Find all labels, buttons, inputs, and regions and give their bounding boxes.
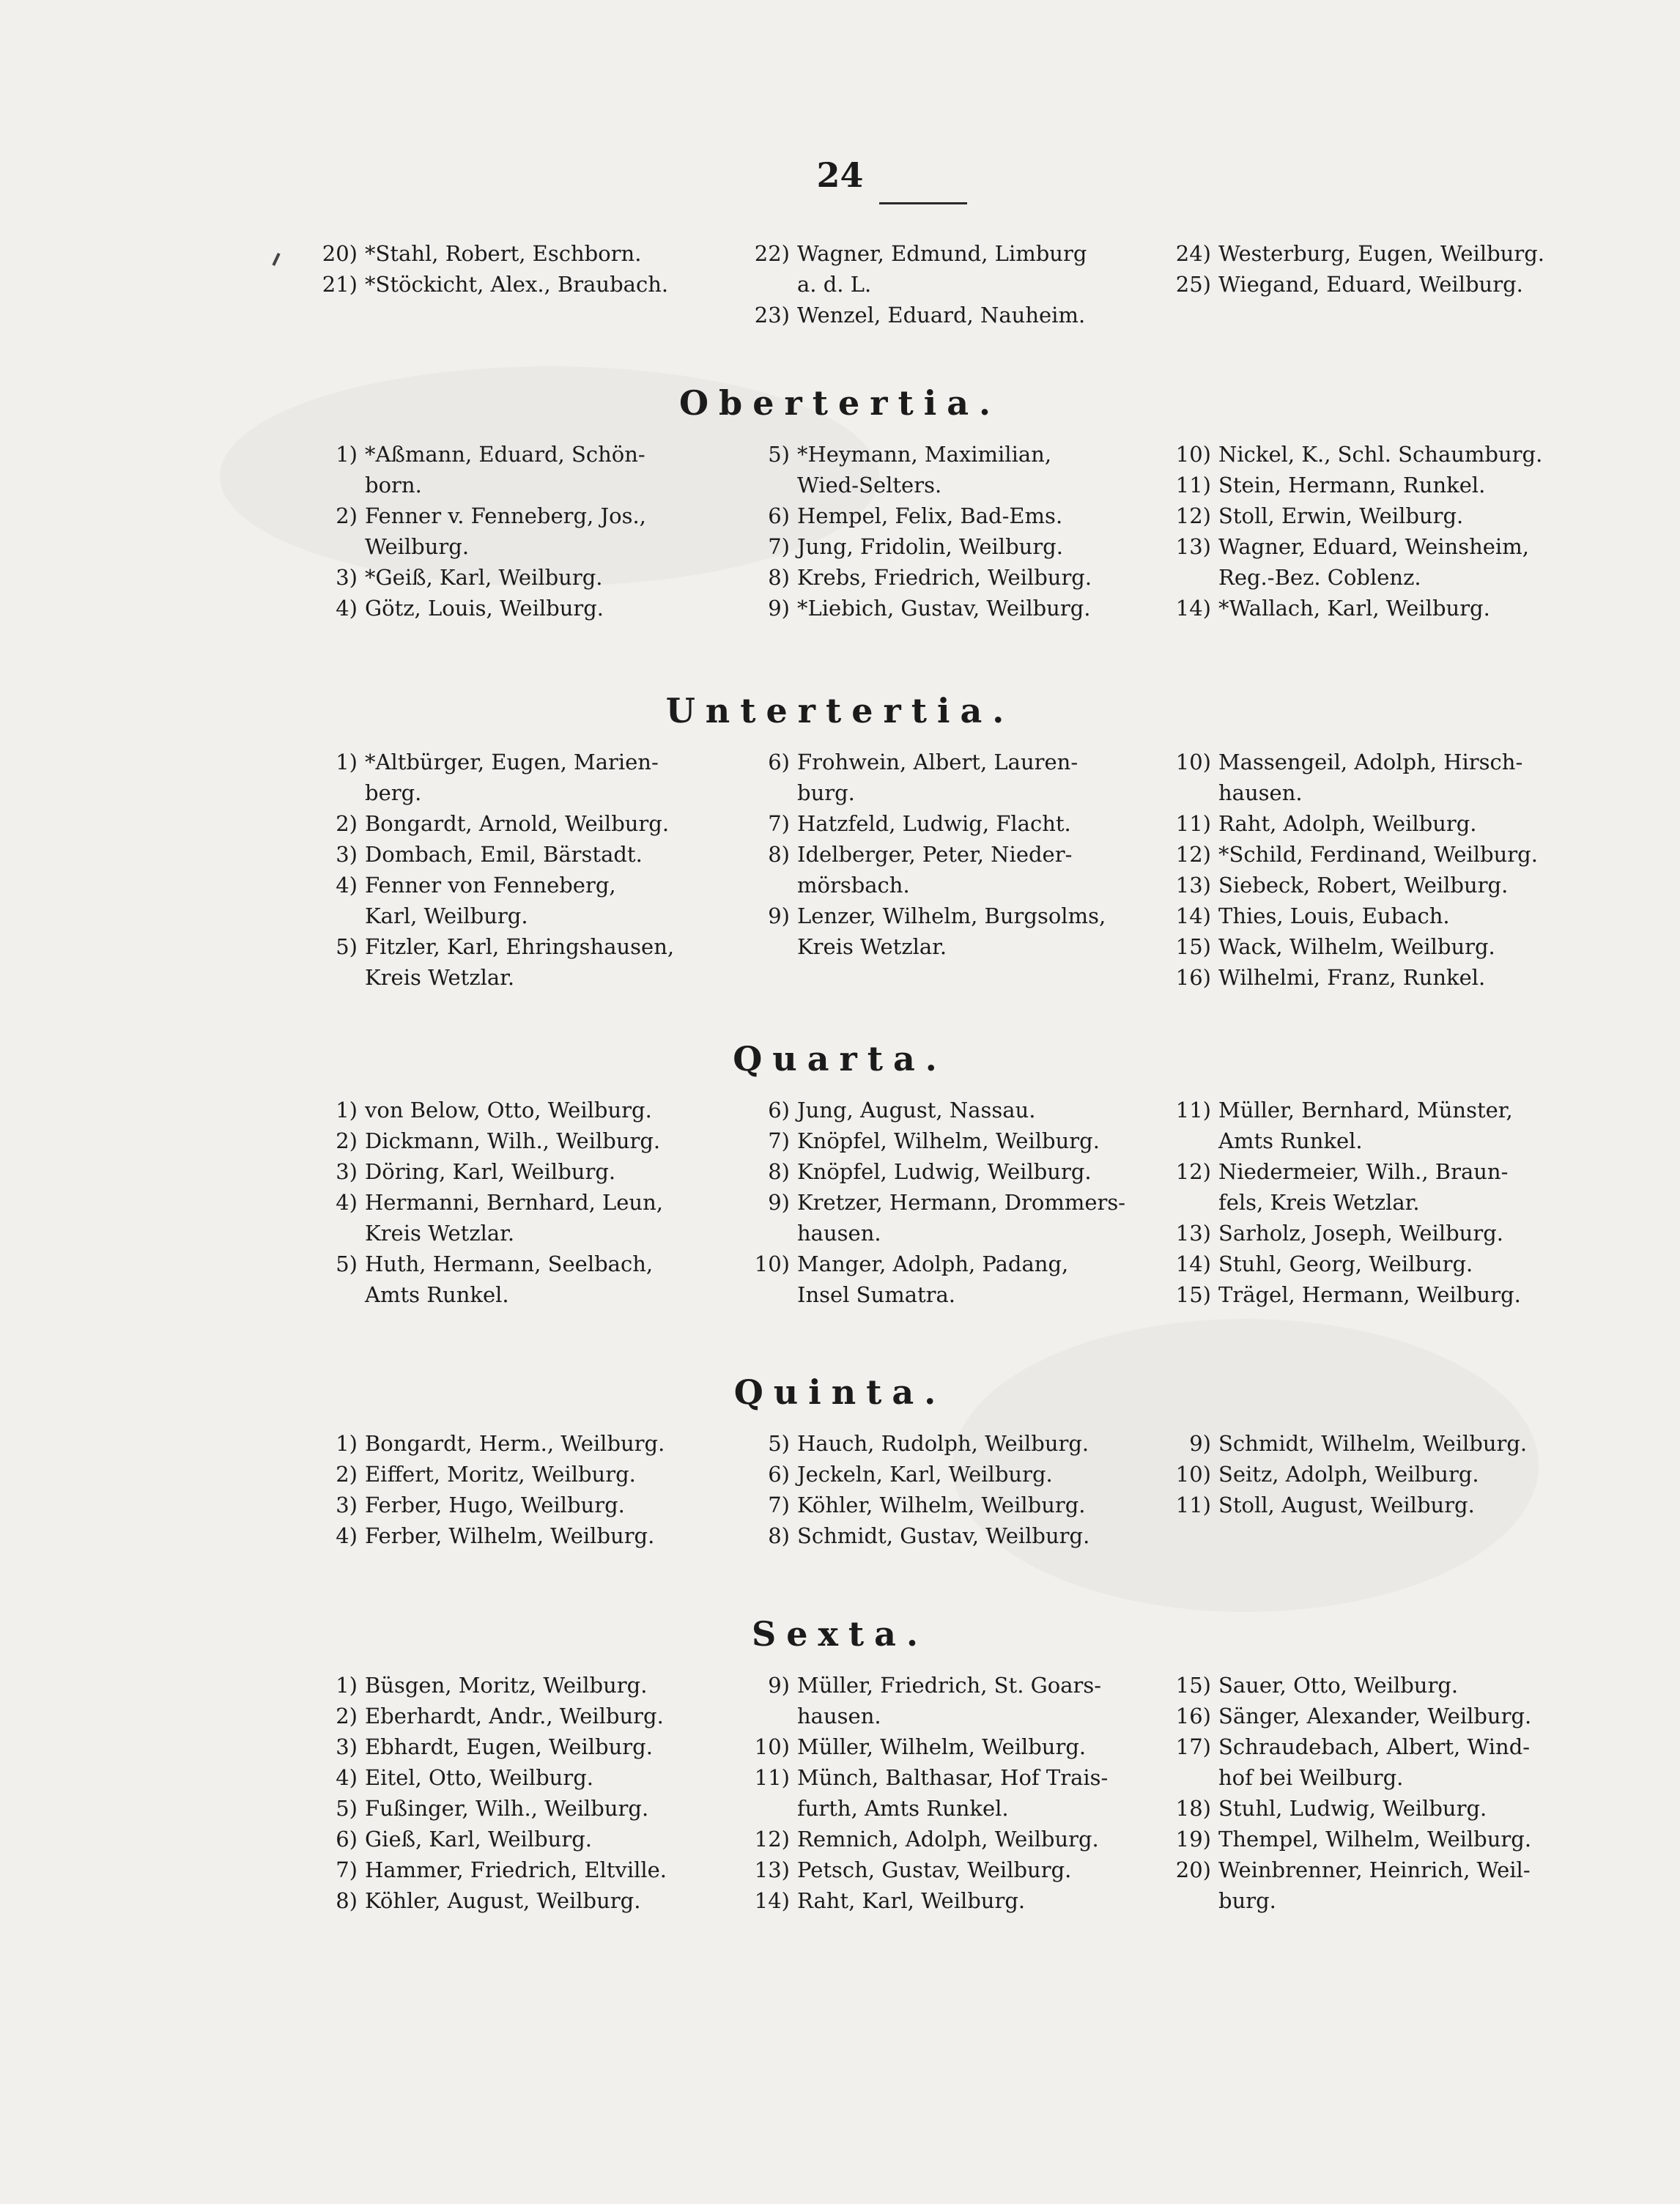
entry-continuation: burg. xyxy=(797,780,855,805)
entry-text: Jeckeln, Karl, Weilburg. xyxy=(797,1462,1053,1487)
list-item xyxy=(315,1824,725,1854)
entry-number: 6) xyxy=(336,1827,358,1852)
entry-number: 14) xyxy=(1175,1251,1211,1276)
entry-number: 7) xyxy=(768,534,790,559)
entry-continuation: hausen. xyxy=(1218,780,1303,805)
entry-text: *Stahl, Robert, Eschborn. xyxy=(365,241,642,266)
list-item xyxy=(1169,500,1579,531)
list-item xyxy=(1169,238,1579,269)
entry-text: Sänger, Alexander, Weilburg. xyxy=(1218,1704,1532,1728)
entry-text: Stein, Hermann, Runkel. xyxy=(1218,473,1486,498)
list-item xyxy=(315,1187,725,1249)
list-item xyxy=(747,1428,1158,1459)
entry-continuation: born. xyxy=(365,473,422,498)
entry-number: 3) xyxy=(336,842,358,867)
entry-text: Stoll, August, Weilburg. xyxy=(1218,1493,1475,1517)
entry-continuation: berg. xyxy=(365,780,422,805)
entry-number: 12) xyxy=(1175,1159,1211,1184)
entry-text: Raht, Adolph, Weilburg. xyxy=(1218,811,1477,836)
entry-text: Westerburg, Eugen, Weilburg. xyxy=(1218,241,1544,266)
entry-number: 3) xyxy=(336,1734,358,1759)
entry-number: 3) xyxy=(336,1159,358,1184)
entry-text: Petsch, Gustav, Weilburg. xyxy=(797,1857,1072,1882)
section-col-2 xyxy=(747,1428,1158,1551)
entry-text: Sarholz, Joseph, Weilburg. xyxy=(1218,1221,1503,1246)
entry-text: Remnich, Adolph, Weilburg. xyxy=(797,1827,1099,1852)
entry-number: 2) xyxy=(336,1462,358,1487)
list-item xyxy=(1169,808,1579,839)
entry-text: *Schild, Ferdinand, Weilburg. xyxy=(1218,842,1538,867)
entry-text: *Liebich, Gustav, Weilburg. xyxy=(797,596,1091,621)
entry-text: Bongardt, Arnold, Weilburg. xyxy=(365,811,670,836)
list-item xyxy=(315,870,725,931)
entry-number: 7) xyxy=(336,1857,358,1882)
list-item xyxy=(315,1156,725,1187)
entry-continuation: a. d. L. xyxy=(797,272,872,297)
entry-text: Fitzler, Karl, Ehringshausen, xyxy=(365,934,675,959)
list-item xyxy=(315,931,725,993)
list-item xyxy=(1169,1731,1579,1793)
entry-text: Wagner, Edmund, Limburg xyxy=(797,241,1087,266)
entry-number: 11) xyxy=(1175,473,1211,498)
continuation-col-3 xyxy=(1169,238,1579,300)
margin-mark xyxy=(272,253,280,266)
entry-number: 10) xyxy=(754,1734,790,1759)
list-item xyxy=(1169,1854,1579,1916)
list-item xyxy=(1169,1701,1579,1731)
list-item xyxy=(315,1520,725,1551)
list-item xyxy=(1169,1156,1579,1218)
list-item xyxy=(747,1095,1158,1125)
entry-text: Ferber, Hugo, Weilburg. xyxy=(365,1493,625,1517)
entry-number: 20) xyxy=(1175,1857,1211,1882)
list-item xyxy=(315,1249,725,1310)
entry-number: 1) xyxy=(336,1673,358,1698)
entry-text: Bongardt, Herm., Weilburg. xyxy=(365,1431,665,1456)
list-item xyxy=(1169,269,1579,300)
entry-number: 14) xyxy=(1175,596,1211,621)
section-col-3 xyxy=(1169,1428,1579,1520)
section-title: Quinta. xyxy=(733,1372,947,1412)
list-item xyxy=(747,593,1158,624)
entry-number: 9) xyxy=(768,1673,790,1698)
entry-number: 7) xyxy=(768,1493,790,1517)
entry-text: Jung, August, Nassau. xyxy=(797,1098,1036,1123)
entry-number: 23) xyxy=(754,303,790,328)
list-item xyxy=(747,747,1158,808)
entry-number: 6) xyxy=(768,503,790,528)
entry-text: Niedermeier, Wilh., Braun- xyxy=(1218,1159,1509,1184)
list-item xyxy=(315,1125,725,1156)
list-item xyxy=(747,808,1158,839)
list-item xyxy=(315,593,725,624)
entry-text: *Altbürger, Eugen, Marien- xyxy=(365,750,659,774)
entry-number: 8) xyxy=(768,1523,790,1548)
list-item xyxy=(747,839,1158,901)
entry-number: 4) xyxy=(336,1765,358,1790)
entry-text: Wenzel, Eduard, Nauheim. xyxy=(797,303,1086,328)
entry-number: 8) xyxy=(768,842,790,867)
entry-number: 7) xyxy=(768,811,790,836)
list-item xyxy=(315,1731,725,1762)
entry-text: Schraudebach, Albert, Wind- xyxy=(1218,1734,1531,1759)
entry-number: 15) xyxy=(1175,934,1211,959)
list-item xyxy=(315,1670,725,1701)
entry-text: Hempel, Felix, Bad-Ems. xyxy=(797,503,1063,528)
entry-text: Kretzer, Hermann, Drommers- xyxy=(797,1190,1126,1215)
section-col-3 xyxy=(1169,1095,1579,1310)
entry-continuation: Insel Sumatra. xyxy=(797,1282,956,1307)
section-col-2 xyxy=(747,439,1158,624)
list-item xyxy=(315,1428,725,1459)
list-item xyxy=(1169,931,1579,962)
entry-text: *Geiß, Karl, Weilburg. xyxy=(365,565,603,590)
entry-text: Götz, Louis, Weilburg. xyxy=(365,596,604,621)
entry-number: 10) xyxy=(754,1251,790,1276)
entry-number: 4) xyxy=(336,1523,358,1548)
entry-number: 12) xyxy=(754,1827,790,1852)
list-item xyxy=(747,300,1158,330)
entry-text: Manger, Adolph, Padang, xyxy=(797,1251,1069,1276)
section-obertertia xyxy=(0,377,1680,621)
entry-text: Wagner, Eduard, Weinsheim, xyxy=(1218,534,1529,559)
entry-text: Hammer, Friedrich, Eltville. xyxy=(365,1857,667,1882)
entry-continuation: Kreis Wetzlar. xyxy=(365,965,515,990)
section-title: Untertertia. xyxy=(665,691,1015,731)
entry-continuation: hof bei Weilburg. xyxy=(1218,1765,1404,1790)
list-item xyxy=(315,1459,725,1490)
entry-number: 1) xyxy=(336,442,358,467)
entry-text: Ebhardt, Eugen, Weilburg. xyxy=(365,1734,653,1759)
entry-text: Knöpfel, Ludwig, Weilburg. xyxy=(797,1159,1092,1184)
entry-text: Schmidt, Gustav, Weilburg. xyxy=(797,1523,1090,1548)
entry-continuation: Reg.-Bez. Coblenz. xyxy=(1218,565,1421,590)
entry-continuation: Weilburg. xyxy=(365,534,470,559)
list-item xyxy=(315,1490,725,1520)
entry-text: Stuhl, Georg, Weilburg. xyxy=(1218,1251,1473,1276)
entry-number: 10) xyxy=(1175,442,1211,467)
entry-number: 12) xyxy=(1175,503,1211,528)
entry-number: 1) xyxy=(336,1098,358,1123)
entry-text: Schmidt, Wilhelm, Weilburg. xyxy=(1218,1431,1528,1456)
list-item xyxy=(1169,1490,1579,1520)
entry-text: *Aßmann, Eduard, Schön- xyxy=(365,442,645,467)
entry-number: 22) xyxy=(754,241,790,266)
entry-number: 5) xyxy=(336,1796,358,1821)
section-title: Obertertia. xyxy=(678,383,1002,423)
page-number-rule xyxy=(879,202,967,204)
entry-text: Hauch, Rudolph, Weilburg. xyxy=(797,1431,1089,1456)
section-title: Quarta. xyxy=(733,1039,947,1079)
entry-number: 1) xyxy=(336,750,358,774)
entry-text: Wack, Wilhelm, Weilburg. xyxy=(1218,934,1495,959)
list-item xyxy=(315,238,725,269)
entry-text: Fenner v. Fenneberg, Jos., xyxy=(365,503,646,528)
entry-text: *Stöckicht, Alex., Braubach. xyxy=(365,272,669,297)
list-item xyxy=(315,1854,725,1885)
entry-text: Wilhelmi, Franz, Runkel. xyxy=(1218,965,1486,990)
entry-continuation: Kreis Wetzlar. xyxy=(365,1221,515,1246)
list-item xyxy=(1169,1279,1579,1310)
section-title: Sexta. xyxy=(752,1614,928,1654)
section-sexta xyxy=(0,1608,1680,1913)
entry-number: 6) xyxy=(768,1462,790,1487)
section-quinta xyxy=(0,1367,1680,1548)
entry-number: 11) xyxy=(1175,1098,1211,1123)
continuation-col-1 xyxy=(315,238,725,300)
list-item xyxy=(747,1490,1158,1520)
entry-number: 9) xyxy=(768,903,790,928)
list-item xyxy=(1169,839,1579,870)
entry-text: Massengeil, Adolph, Hirsch- xyxy=(1218,750,1523,774)
entry-text: Thies, Louis, Eubach. xyxy=(1218,903,1450,928)
section-col-2 xyxy=(747,1670,1158,1916)
list-item xyxy=(315,1793,725,1824)
list-item xyxy=(1169,1249,1579,1279)
entry-number: 8) xyxy=(336,1888,358,1913)
entry-text: Dickmann, Wilh., Weilburg. xyxy=(365,1128,661,1153)
list-item xyxy=(1169,1459,1579,1490)
continuation-col-2 xyxy=(747,238,1158,330)
entry-number: 4) xyxy=(336,1190,358,1215)
entry-text: Müller, Bernhard, Münster, xyxy=(1218,1098,1513,1123)
entry-number: 5) xyxy=(336,1251,358,1276)
section-col-1 xyxy=(315,1670,725,1916)
entry-text: Münch, Balthasar, Hof Trais- xyxy=(797,1765,1109,1790)
entry-number: 10) xyxy=(1175,750,1211,774)
entry-number: 21) xyxy=(322,272,358,297)
entry-number: 5) xyxy=(768,1431,790,1456)
list-item xyxy=(747,1854,1158,1885)
list-item xyxy=(1169,593,1579,624)
entry-text: Weinbrenner, Heinrich, Weil- xyxy=(1218,1857,1531,1882)
list-item xyxy=(1169,1824,1579,1854)
list-item xyxy=(747,562,1158,593)
list-item xyxy=(315,808,725,839)
entry-text: Seitz, Adolph, Weilburg. xyxy=(1218,1462,1479,1487)
entry-text: Wiegand, Eduard, Weilburg. xyxy=(1218,272,1523,297)
list-item xyxy=(1169,470,1579,500)
entry-number: 2) xyxy=(336,1128,358,1153)
entry-text: Gieß, Karl, Weilburg. xyxy=(365,1827,592,1852)
entry-text: Büsgen, Moritz, Weilburg. xyxy=(365,1673,648,1698)
entry-text: Müller, Friedrich, St. Goars- xyxy=(797,1673,1102,1698)
entry-number: 10) xyxy=(1175,1462,1211,1487)
list-item xyxy=(747,1520,1158,1551)
entry-number: 11) xyxy=(1175,1493,1211,1517)
entry-text: Eberhardt, Andr., Weilburg. xyxy=(365,1704,664,1728)
list-item xyxy=(315,500,725,562)
list-item xyxy=(315,747,725,808)
list-item xyxy=(747,1824,1158,1854)
entry-text: Hatzfeld, Ludwig, Flacht. xyxy=(797,811,1071,836)
list-item xyxy=(747,531,1158,562)
list-item xyxy=(1169,531,1579,593)
entry-text: Eiffert, Moritz, Weilburg. xyxy=(365,1462,636,1487)
entry-text: Frohwein, Albert, Lauren- xyxy=(797,750,1078,774)
entry-number: 13) xyxy=(1175,1221,1211,1246)
entry-continuation: Amts Runkel. xyxy=(365,1282,509,1307)
entry-number: 5) xyxy=(768,442,790,467)
entry-number: 1) xyxy=(336,1431,358,1456)
list-item xyxy=(1169,439,1579,470)
entry-continuation: fels, Kreis Wetzlar. xyxy=(1218,1190,1420,1215)
entry-number: 9) xyxy=(768,596,790,621)
entry-continuation: hausen. xyxy=(797,1221,881,1246)
entry-text: Huth, Hermann, Seelbach, xyxy=(365,1251,654,1276)
list-item xyxy=(747,1885,1158,1916)
list-item xyxy=(747,439,1158,500)
list-item xyxy=(1169,747,1579,808)
list-item xyxy=(1169,1218,1579,1249)
entry-number: 18) xyxy=(1175,1796,1211,1821)
list-item xyxy=(747,1762,1158,1824)
list-item xyxy=(315,439,725,500)
list-item xyxy=(315,1701,725,1731)
list-item xyxy=(747,1731,1158,1762)
entry-number: 14) xyxy=(1175,903,1211,928)
entry-text: Köhler, August, Weilburg. xyxy=(365,1888,641,1913)
entry-text: Ferber, Wilhelm, Weilburg. xyxy=(365,1523,655,1548)
entry-number: 25) xyxy=(1175,272,1211,297)
entry-number: 8) xyxy=(768,565,790,590)
entry-number: 13) xyxy=(1175,873,1211,898)
entry-number: 9) xyxy=(768,1190,790,1215)
section-col-2 xyxy=(747,747,1158,962)
list-item xyxy=(747,1670,1158,1731)
list-item xyxy=(315,1762,725,1793)
entry-text: Raht, Karl, Weilburg. xyxy=(797,1888,1026,1913)
list-item xyxy=(315,1095,725,1125)
entry-number: 6) xyxy=(768,750,790,774)
list-item xyxy=(1169,870,1579,901)
section-col-2 xyxy=(747,1095,1158,1310)
entry-number: 11) xyxy=(754,1765,790,1790)
entry-number: 3) xyxy=(336,565,358,590)
entry-text: Thempel, Wilhelm, Weilburg. xyxy=(1218,1827,1532,1852)
entry-text: Döring, Karl, Weilburg. xyxy=(365,1159,616,1184)
entry-text: Dombach, Emil, Bärstadt. xyxy=(365,842,643,867)
entry-number: 6) xyxy=(768,1098,790,1123)
entry-text: Fenner von Fenneberg, xyxy=(365,873,616,898)
list-item xyxy=(315,269,725,300)
entry-number: 9) xyxy=(1189,1431,1211,1456)
list-item xyxy=(747,1125,1158,1156)
section-col-1 xyxy=(315,439,725,624)
entry-number: 15) xyxy=(1175,1673,1211,1698)
entry-text: Siebeck, Robert, Weilburg. xyxy=(1218,873,1509,898)
entry-text: Idelberger, Peter, Nieder- xyxy=(797,842,1073,867)
entry-text: Köhler, Wilhelm, Weilburg. xyxy=(797,1493,1086,1517)
entry-continuation: burg. xyxy=(1218,1888,1276,1913)
entry-number: 20) xyxy=(322,241,358,266)
entry-continuation: mörsbach. xyxy=(797,873,910,898)
entry-continuation: Karl, Weilburg. xyxy=(365,903,528,928)
entry-text: *Heymann, Maximilian, xyxy=(797,442,1052,467)
list-item xyxy=(747,1459,1158,1490)
list-item xyxy=(315,839,725,870)
entry-continuation: furth, Amts Runkel. xyxy=(797,1796,1009,1821)
entry-number: 5) xyxy=(336,934,358,959)
entry-continuation: Wied-Selters. xyxy=(797,473,942,498)
entry-text: Stoll, Erwin, Weilburg. xyxy=(1218,503,1464,528)
entry-number: 4) xyxy=(336,596,358,621)
list-item xyxy=(747,1156,1158,1187)
entry-text: Müller, Wilhelm, Weilburg. xyxy=(797,1734,1087,1759)
list-item xyxy=(747,1249,1158,1310)
section-col-1 xyxy=(315,1095,725,1310)
entry-text: Eitel, Otto, Weilburg. xyxy=(365,1765,593,1790)
section-col-3 xyxy=(1169,747,1579,993)
list-item xyxy=(1169,901,1579,931)
entry-number: 19) xyxy=(1175,1827,1211,1852)
entry-number: 17) xyxy=(1175,1734,1211,1759)
list-item xyxy=(1169,1428,1579,1459)
entry-text: Fußinger, Wilh., Weilburg. xyxy=(365,1796,649,1821)
section-untertertia xyxy=(0,685,1680,990)
list-item xyxy=(1169,962,1579,993)
entry-text: Nickel, K., Schl. Schaumburg. xyxy=(1218,442,1543,467)
list-item xyxy=(747,238,1158,300)
list-item xyxy=(1169,1793,1579,1824)
entry-continuation: Amts Runkel. xyxy=(1218,1128,1363,1153)
entry-number: 15) xyxy=(1175,1282,1211,1307)
entry-text: von Below, Otto, Weilburg. xyxy=(365,1098,652,1123)
entry-text: Jung, Fridolin, Weilburg. xyxy=(797,534,1063,559)
entry-text: *Wallach, Karl, Weilburg. xyxy=(1218,596,1490,621)
list-item xyxy=(747,1187,1158,1249)
list-item xyxy=(315,562,725,593)
entry-text: Sauer, Otto, Weilburg. xyxy=(1218,1673,1459,1698)
entry-number: 13) xyxy=(754,1857,790,1882)
entry-number: 8) xyxy=(768,1159,790,1184)
section-col-1 xyxy=(315,1428,725,1551)
entry-text: Hermanni, Bernhard, Leun, xyxy=(365,1190,664,1215)
entry-number: 3) xyxy=(336,1493,358,1517)
section-col-1 xyxy=(315,747,725,993)
entry-number: 11) xyxy=(1175,811,1211,836)
list-item xyxy=(747,500,1158,531)
entry-continuation: hausen. xyxy=(797,1704,881,1728)
entry-text: Stuhl, Ludwig, Weilburg. xyxy=(1218,1796,1487,1821)
entry-number: 2) xyxy=(336,1704,358,1728)
entry-continuation: Kreis Wetzlar. xyxy=(797,934,947,959)
entry-number: 4) xyxy=(336,873,358,898)
entry-number: 7) xyxy=(768,1128,790,1153)
entry-number: 16) xyxy=(1175,965,1211,990)
entry-number: 2) xyxy=(336,503,358,528)
section-col-3 xyxy=(1169,439,1579,624)
entry-number: 12) xyxy=(1175,842,1211,867)
entry-text: Krebs, Friedrich, Weilburg. xyxy=(797,565,1092,590)
list-item xyxy=(1169,1670,1579,1701)
entry-number: 16) xyxy=(1175,1704,1211,1728)
section-quarta xyxy=(0,1033,1680,1307)
entry-number: 2) xyxy=(336,811,358,836)
entry-text: Knöpfel, Wilhelm, Weilburg. xyxy=(797,1128,1100,1153)
list-item xyxy=(315,1885,725,1916)
list-item xyxy=(1169,1095,1579,1156)
entry-text: Lenzer, Wilhelm, Burgsolms, xyxy=(797,903,1106,928)
list-item xyxy=(747,901,1158,962)
entry-number: 24) xyxy=(1175,241,1211,266)
entry-number: 14) xyxy=(754,1888,790,1913)
section-col-3 xyxy=(1169,1670,1579,1916)
page-number: 24 xyxy=(816,155,864,195)
entry-text: Trägel, Hermann, Weilburg. xyxy=(1218,1282,1521,1307)
entry-number: 13) xyxy=(1175,534,1211,559)
